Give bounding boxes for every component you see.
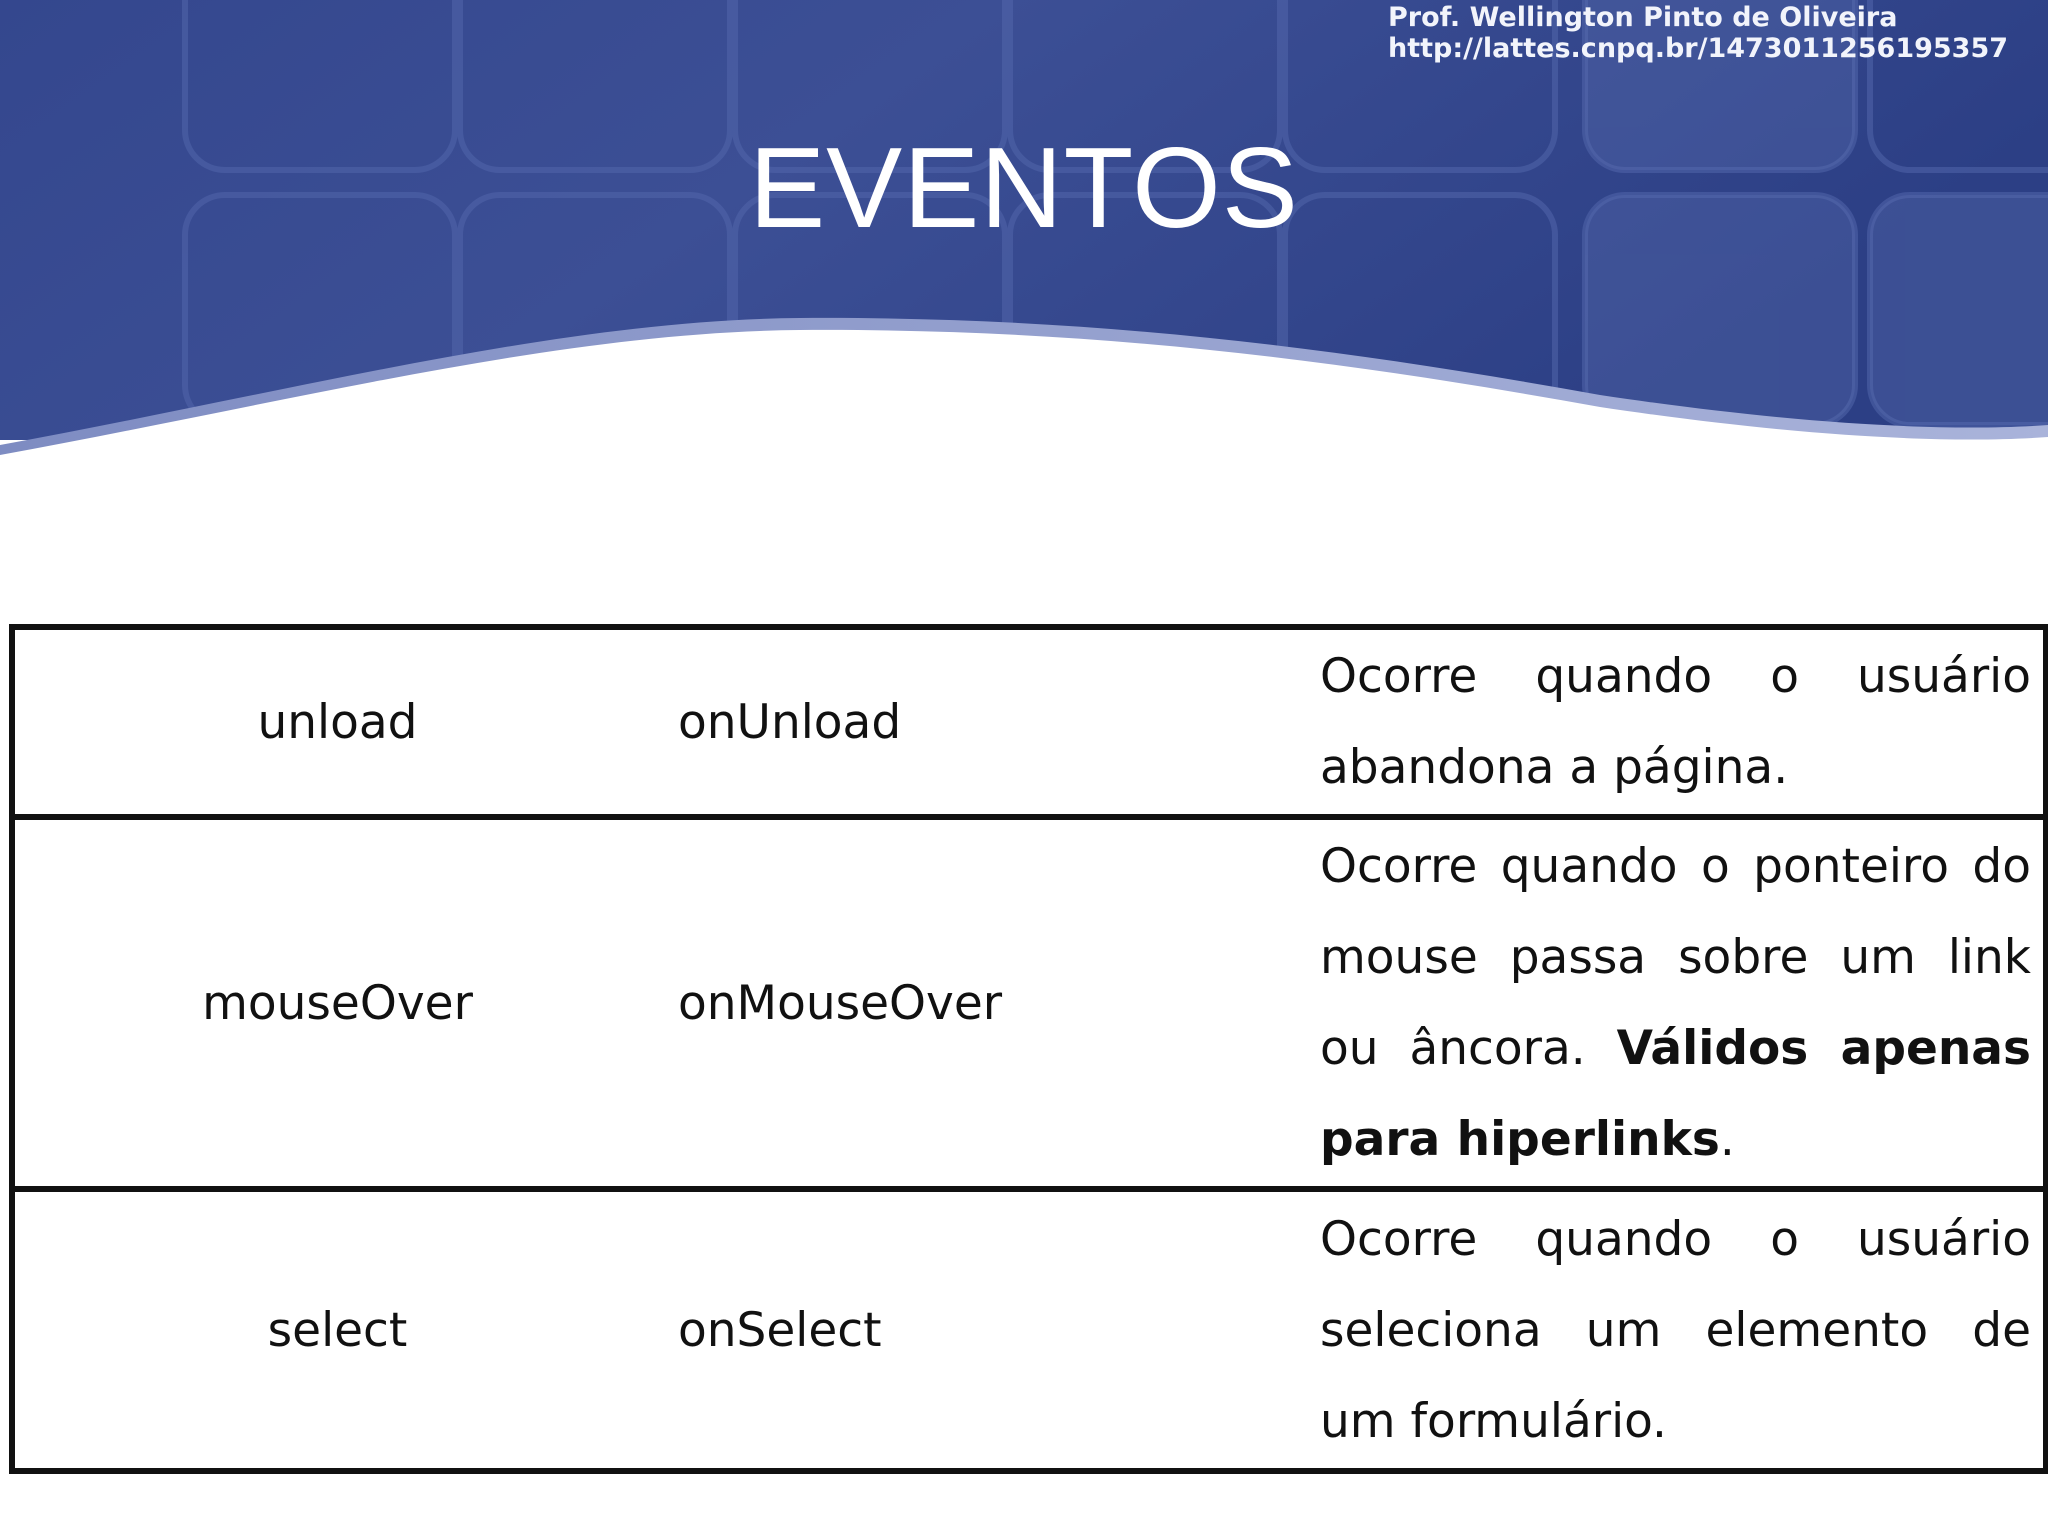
author-url: http://lattes.cnpq.br/1473011256195357: [1388, 33, 2009, 64]
handler-cell: onMouseOver: [660, 817, 1304, 1189]
description-cell: [1304, 1189, 2046, 1471]
description-text: Ocorre quando o usuário seleciona um elemento de um formulário.: [1320, 1211, 2031, 1449]
author-credit: [1388, 2, 2008, 64]
description-cell: [1304, 817, 2046, 1189]
slide-title: [0, 124, 2048, 254]
events-table: [9, 624, 2048, 1474]
description-text: Ocorre quando o usuário abandona a página.: [1320, 649, 2031, 795]
handler-cell: onSelect: [660, 1189, 1304, 1471]
author-name: Prof. Wellington Pinto de Oliveira: [1388, 2, 1898, 33]
description-bold-text: Válidos apenas para hiperlinks: [1320, 1021, 2031, 1167]
event-name-cell: unload: [12, 627, 660, 817]
table-row: [12, 1189, 2046, 1471]
handler-cell: onUnload: [660, 627, 1304, 817]
event-name-cell: select: [12, 1189, 660, 1471]
table-row: [12, 817, 2046, 1189]
table-row: [12, 627, 2046, 817]
slide-title-text: EVENTOS: [749, 125, 1299, 252]
event-name-cell: mouseOver: [12, 817, 660, 1189]
description-cell: [1304, 627, 2046, 817]
description-end-text: .: [1719, 1112, 1735, 1167]
description-text: Ocorre quando o ponteiro do mouse passa sobre um link ou âncora.: [1320, 839, 2031, 1076]
